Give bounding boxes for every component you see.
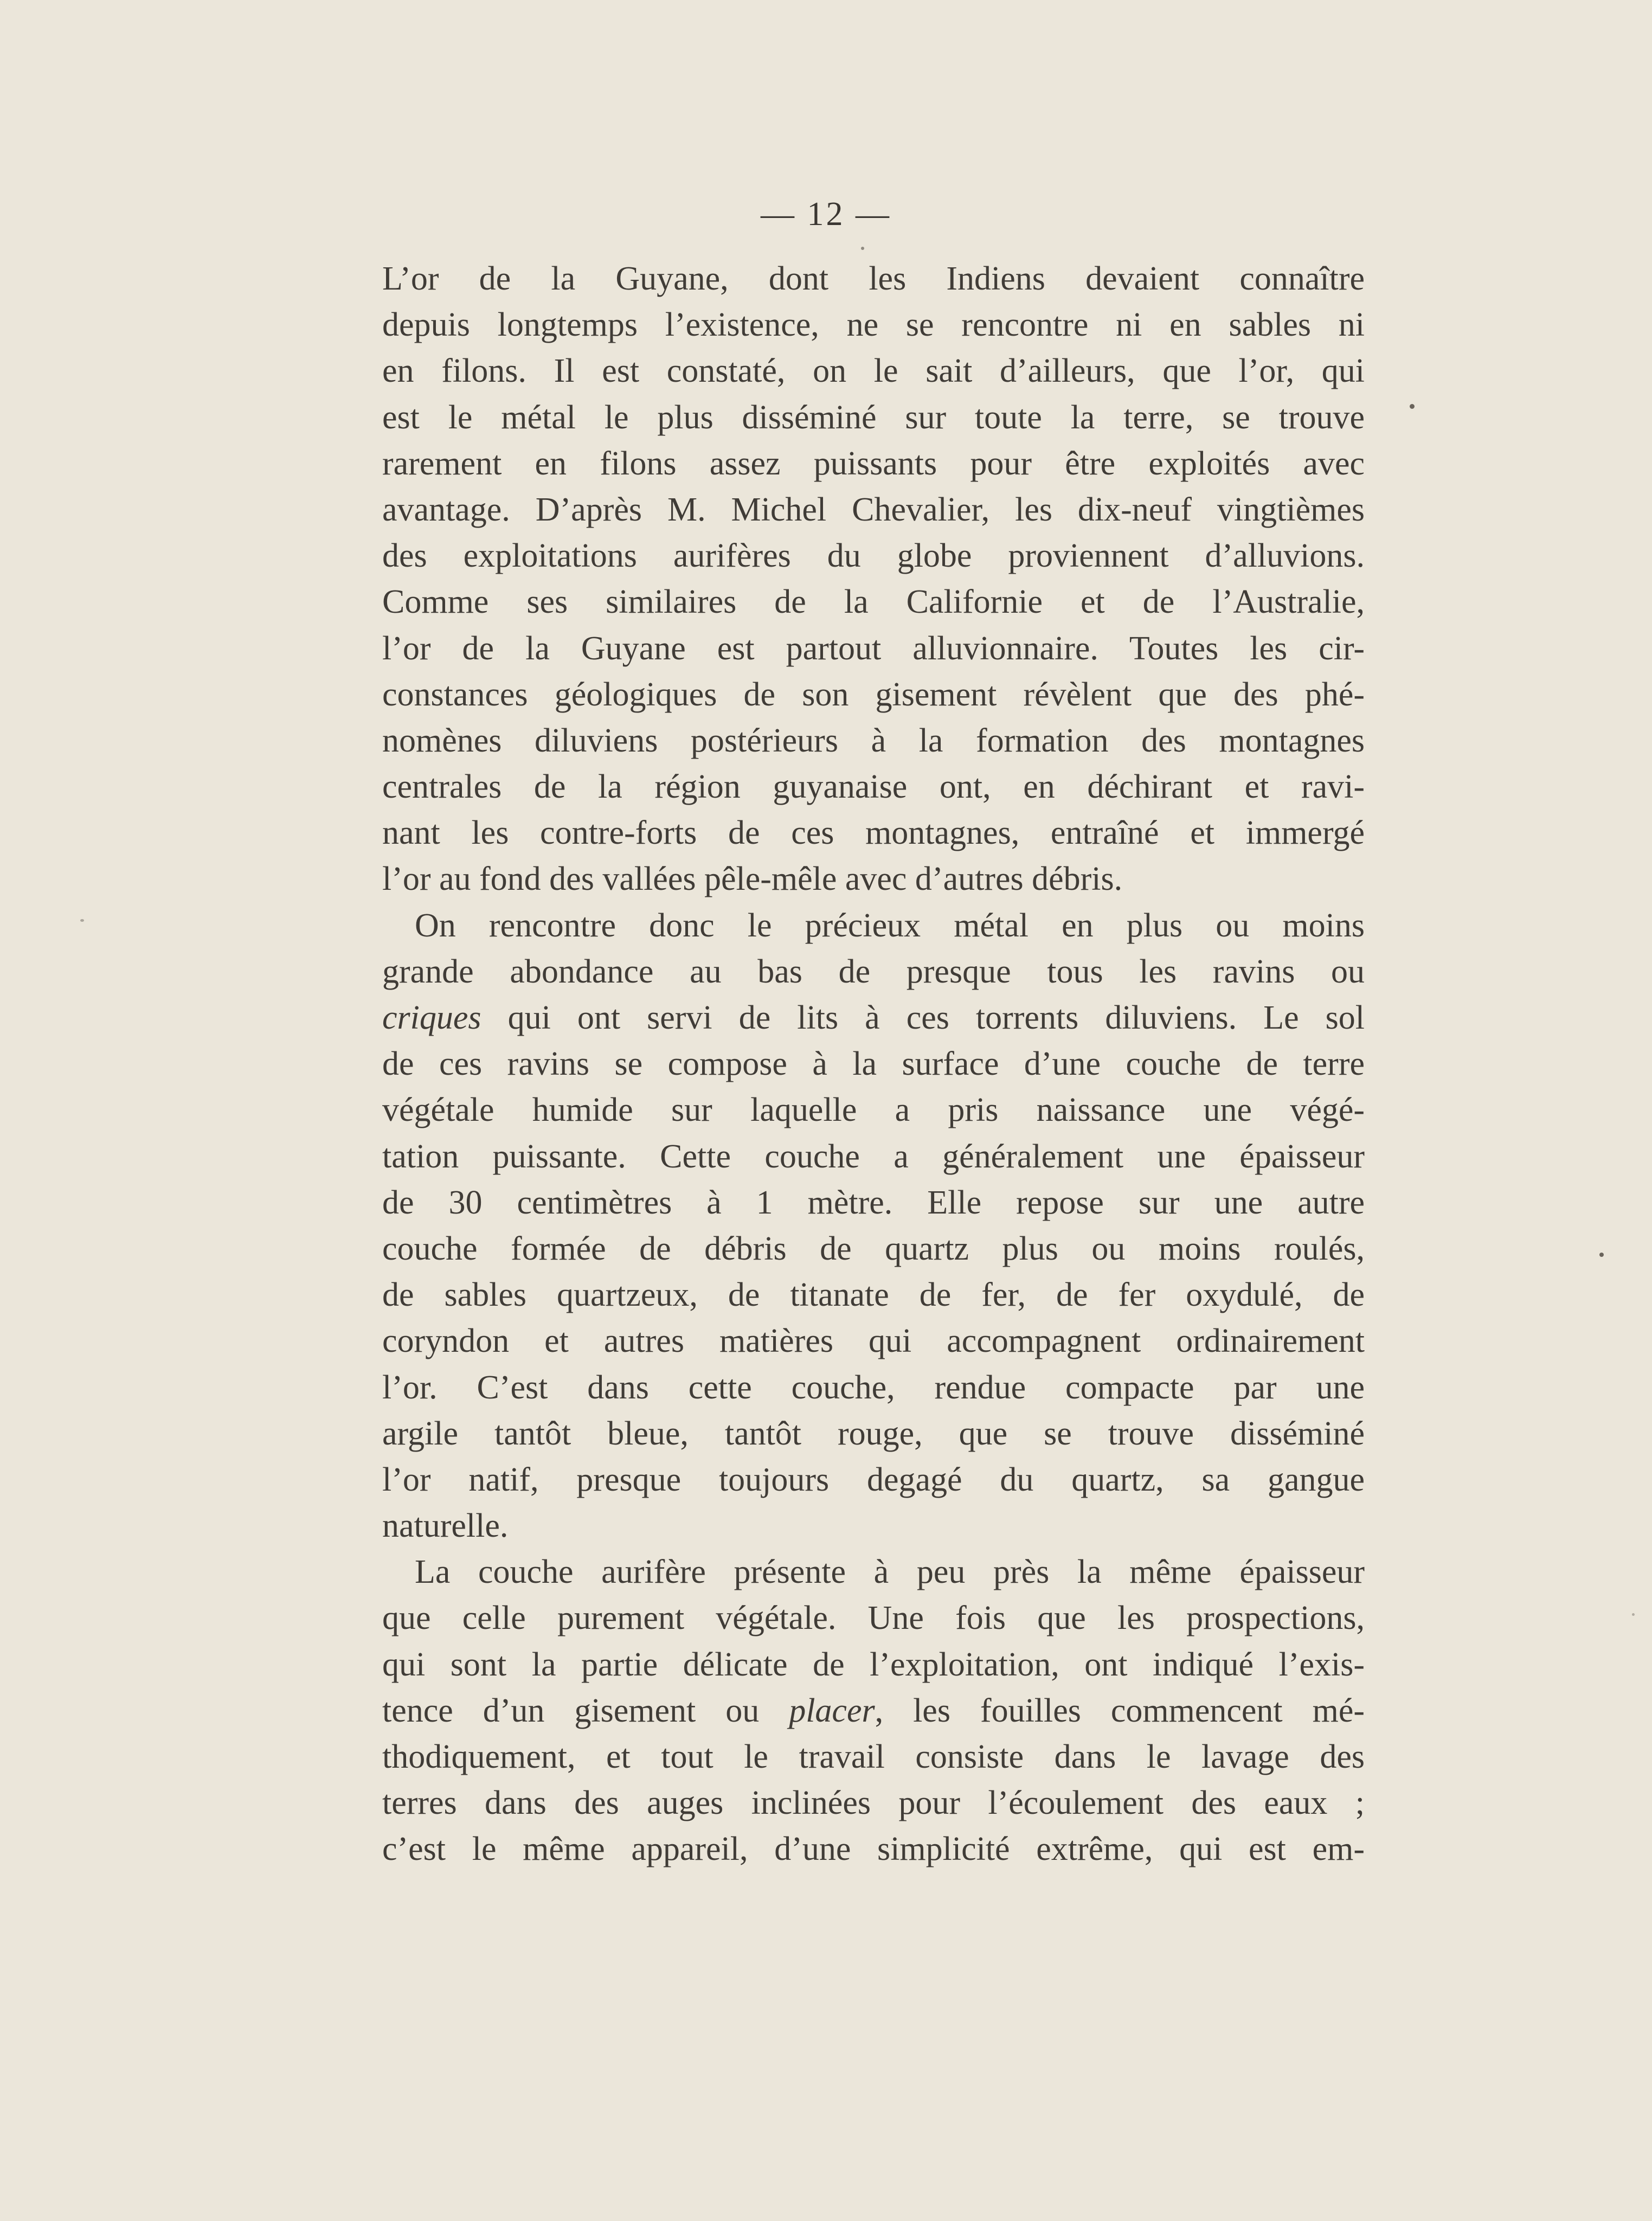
page-number: — 12 — [761, 196, 891, 233]
text-line: grande abondance au bas de presque tous les ravins ou [382, 953, 1365, 990]
text-line [382, 995, 1365, 1041]
text-line: Comme ses similaires de la Californie et de l’Australie, [382, 583, 1365, 621]
text-line: couche formée de débris de quartz plus ou moins roulés, [382, 1230, 1365, 1267]
text-line: de 30 centimètres à 1 mètre. Elle repose sur une autre [382, 1184, 1365, 1221]
text-line: L’or de la Guyane, dont les Indiens devaient connaître [382, 260, 1365, 297]
text-line-rest: , les fouilles commencent mé- [875, 1692, 1365, 1729]
paper-speck [80, 919, 84, 922]
body-text [382, 256, 1365, 1873]
text-line: de ces ravins se compose à la surface d’une couche de terre [382, 1045, 1365, 1083]
text-line [382, 1688, 1365, 1734]
text-line: végétale humide sur laquelle a pris naissance une végé- [382, 1092, 1365, 1129]
paper-speck [1632, 1613, 1635, 1616]
italic-word-placer: placer [789, 1692, 875, 1729]
text-line: thodiquement, et tout le travail consiste dans le lavage des [382, 1738, 1365, 1775]
paper-speck [861, 247, 864, 250]
text-line: On rencontre donc le précieux métal en plus ou moins [415, 907, 1365, 944]
text-line: l’or de la Guyane est partout alluvionnaire. Toutes les cir- [382, 630, 1365, 667]
text-line: constances géologiques de son gisement révèlent que des phé- [382, 676, 1365, 713]
text-line: rarement en filons assez puissants pour être exploités avec [382, 445, 1365, 482]
text-line: avantage. D’après M. Michel Chevalier, les dix-neuf vingtièmes [382, 491, 1365, 528]
paper-speck [1599, 1253, 1604, 1257]
text-line: tation puissante. Cette couche a généralement une épaisseur [382, 1138, 1365, 1175]
text-line: que celle purement végétale. Une fois que les prospections, [382, 1600, 1365, 1637]
text-line: nomènes diluviens postérieurs à la formation des montagnes [382, 722, 1365, 759]
text-line: des exploitations aurifères du globe proviennent d’alluvions. [382, 537, 1365, 575]
text-line-start: tence d’un gisement ou [382, 1692, 760, 1729]
text-line: est le métal le plus disséminé sur toute la terre, se trouve [382, 399, 1365, 436]
text-line: coryndon et autres matières qui accompagnent ordinairement [382, 1323, 1365, 1360]
text-line: terres dans des auges inclinées pour l’écoulement des eaux ; [382, 1784, 1365, 1822]
text-line: centrales de la région guyanaise ont, en déchirant et ravi- [382, 768, 1365, 806]
text-line: argile tantôt bleue, tantôt rouge, que se trouve disséminé [382, 1415, 1365, 1452]
text-line: qui sont la partie délicate de l’exploitation, ont indiqué l’exis- [382, 1646, 1365, 1683]
text-line: l’or. C’est dans cette couche, rendue compacte par une [382, 1369, 1365, 1406]
text-line: de sables quartzeux, de titanate de fer, de fer oxydulé, de [382, 1276, 1365, 1314]
italic-word-criques: criques [382, 999, 481, 1036]
text-line: l’or au fond des vallées pêle-mêle avec d’autres débris. [382, 861, 1123, 898]
text-line: l’or natif, presque toujours degagé du quartz, sa gangue [382, 1461, 1365, 1498]
text-line-rest: qui ont servi de lits à ces torrents diluviens. Le sol [507, 999, 1365, 1036]
paper-speck [1410, 404, 1415, 409]
text-line: depuis longtemps l’existence, ne se rencontre ni en sables ni [382, 306, 1365, 344]
text-line: naturelle. [382, 1507, 509, 1545]
text-line: c’est le même appareil, d’une simplicité extrême, qui est em- [382, 1831, 1365, 1868]
text-line: en filons. Il est constaté, on le sait d’ailleurs, que l’or, qui [382, 352, 1365, 390]
text-line: La couche aurifère présente à peu près la même épaisseur [415, 1554, 1365, 1591]
text-line: nant les contre-forts de ces montagnes, entraîné et immergé [382, 814, 1365, 852]
